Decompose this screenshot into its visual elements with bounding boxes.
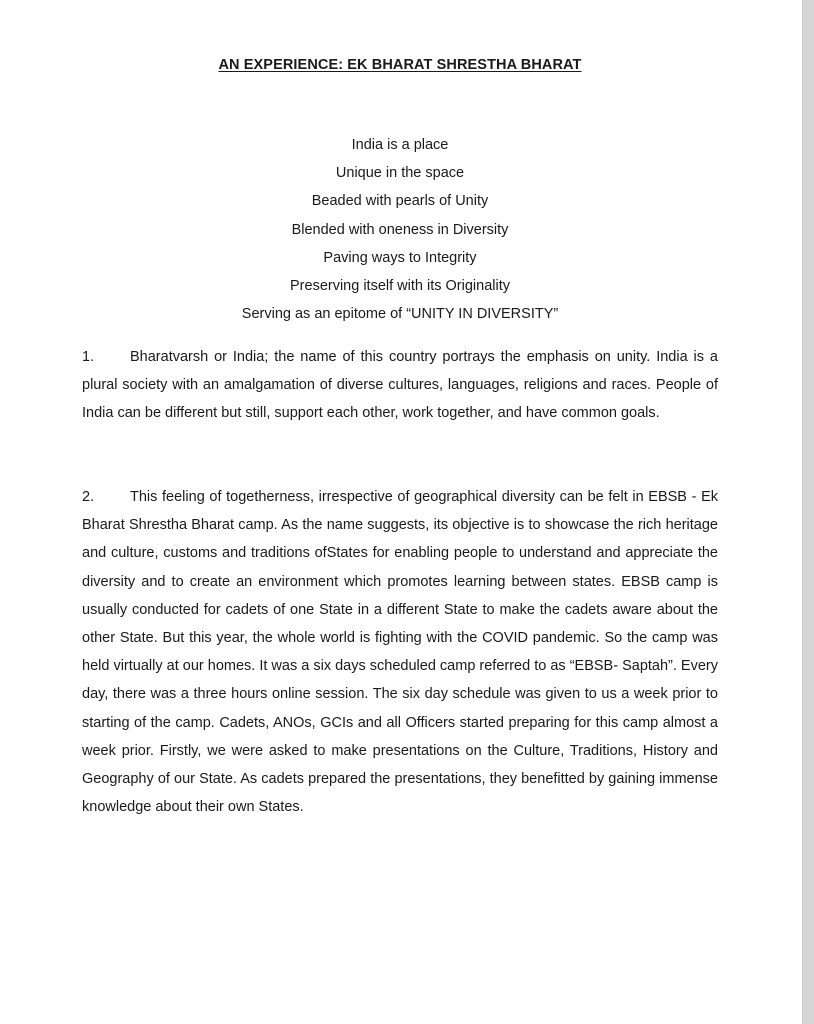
document-title: AN EXPERIENCE: EK BHARAT SHRESTHA BHARAT — [218, 57, 582, 73]
poem-line: Paving ways to Integrity — [323, 249, 477, 266]
poem-line: Preserving itself with its Originality — [290, 278, 510, 295]
poem-line: Blended with oneness in Diversity — [291, 221, 509, 238]
poem-line: Beaded with pearls of Unity — [311, 193, 489, 210]
poem-line: Unique in the space — [335, 165, 465, 182]
paragraph-1 — [82, 343, 718, 428]
paragraph-number: 1. — [82, 349, 95, 365]
paragraph-text: Bharatvarsh or India; the name of this country portrays the emphasis on unity. India is a plural society with an amalgamation of diverse cultures, languages, religions and races. People of India can be different but still, support each other, work together, and have common goals. — [82, 349, 718, 422]
paragraph-number: 2. — [82, 489, 95, 505]
scrollbar[interactable] — [802, 0, 814, 1024]
poem-line: India is a place — [351, 137, 449, 153]
poem-line: Serving as an epitome of “UNITY IN DIVERSITY” — [241, 306, 559, 323]
poem — [0, 131, 800, 328]
paragraph-text: This feeling of togetherness, irrespective of geographical diversity can be felt in EBSB - Ek Bharat Shrestha Bharat camp. As the name suggests, its objective is to showcase the rich heritage and culture, customs and traditions ofStates for enabling people to understand and appreciate the diversity and to create an environment which promotes learning between states. EBSB camp is usually conducted for cadets of one State in a different State to make the cadets aware about the other State. But this year, the whole world is fighting with the COVID pandemic. So the camp was held virtually at our homes. It was a six days scheduled camp referred to as “EBSB- Saptah”. Every day, there was a three hours online session. The six day schedule was given to us a week prior to starting of the camp. Cadets, ANOs, GCIs and all Officers started preparing for this camp almost a week prior. Firstly, we were asked to make presentations on the Culture, Traditions, History and Geography of our State. As cadets prepared the presentations, they benefitted by gaining immense knowledge about their own States. — [82, 489, 718, 816]
paragraph-2 — [82, 483, 718, 821]
